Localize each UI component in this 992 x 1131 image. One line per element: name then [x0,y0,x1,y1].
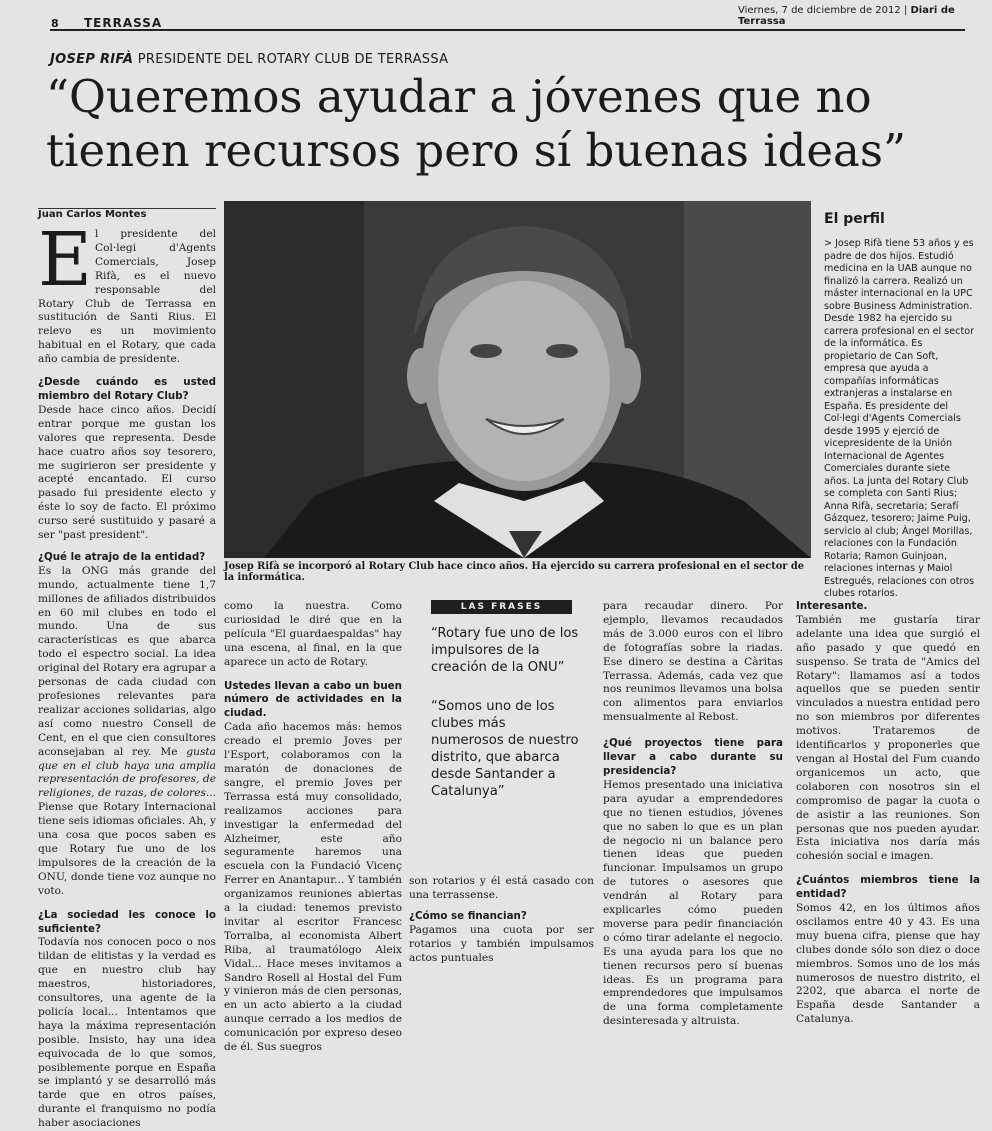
kicker-name: JOSEP RIFÀ [50,52,134,67]
answer-4-continued: son rotarios y él está casado con una terrassense. [409,875,594,901]
headline [46,70,976,178]
headline-line-1: “Queremos ayudar a jóvenes que no [46,70,872,123]
question-4: Ustedes llevan a cabo un buen número de actividades en la ciudad. [224,679,402,720]
question-1: ¿Desde cuándo es usted miembro del Rotary Club? [38,376,216,402]
question-6: ¿Qué proyectos tiene para llevar a cabo durante su presidencia? [603,737,783,777]
answer-5-continued: para recaudar dinero. Por ejemplo, llevamos recaudados más de 3.000 euros con el libro de fotografías sobre la riadas. Ese dinero se destina a Càritas Terrassa. Además, cada vez que nos reunimos llevamos una bolsa con alimentos para enviarlos mensualmente al Rebost. [603,600,783,724]
answer-6: Hemos presentado una iniciativa para ayudar a emprendedores que no tienen estudios, jóvenes que no saben lo que es un plan de negocio ni un balance pero tienen ideas que pueden funcionar. Impulsamos un grupo de tutores o asesores que vendrán al Rotary para explicarles cómo pueden moverse para pedir financiación o cómo tirar adelante el negocio. Es una ayuda para los que no tienen recursos pero sí buenas ideas. Es un programa para emprendedores que impulsamos de una forma completamente desinteresada y altruista. [603,778,783,1028]
column-3 [409,875,594,965]
answer-5: Pagamos una cuota por ser rotarios y también impulsamos actos puntuales [409,923,594,964]
answer-7: También me gustaría tirar adelante una idea que surgió el año pasado y que quedó en suspenso. Se trata de "Amics del Rotary": llamamos así a todos aquellos que se pueden sentir vinculados a nuestra entidad pero no son miembros por diferentes motivos. Trataremos de identificarlos y proponerles que vengan al Hostal del Fum cuando organicemos un acto, que colaboren con nosotros sin el compromiso de pagar la cuota o de asistir a las reuniones. Son personas que nos pueden ayudar. Esta iniciativa nos daría más cohesión social e imagen. [796,613,980,863]
photo-caption: Josep Rifà se incorporó al Rotary Club hace cinco años. Ha ejercido su carrera profesional en el sector de la informática. [224,561,804,583]
headline-line-2: tienen recursos pero sí buenas ideas” [46,124,906,177]
date-line: Viernes, 7 de diciembre de 2012 | Diari de Terrassa [738,5,955,27]
pull-quote-2: “Somos uno de los clubes más numerosos de nuestro distrito, que abarca desde Santander a Catalunya” [431,699,579,799]
question-2: ¿Qué le atrajo de la entidad? [38,550,206,563]
issue-date: Viernes, 7 de diciembre de 2012 [738,5,901,16]
newspaper-name: Diari de Terrassa [738,5,955,27]
answer-1: Desde hace cinco años. Decidí entrar porque me gustan los valores que representa. Desde hace cuatro años soy tesorero, me sugirieron ser presidente y acepté encantado. El curso pasado fui presidente electo y éste lo soy de facto. El próximo curso seré sustituido y pasaré a ser "past president". [38,403,216,542]
portrait-illustration [224,201,811,558]
quotes-label: LAS FRASES [431,600,572,614]
question-5: ¿Cómo se financian? [409,909,527,922]
answer-8: Somos 42, en los últimos años oscilamos entre 40 y 43. Es una muy buena cifra, piense que hay clubes donde sólo son diez o doce miembros. Somos uno de los más numerosos de nuestro distrito, el 2202, que abarca el norte de España desde Santander a Catalunya. [796,902,980,1026]
profile-title: El perfil [824,211,885,227]
column-1 [38,217,216,1131]
byline-rule [38,208,216,209]
column-5 [796,600,980,1027]
answer-2-part-2: gusta que en el club haya una amplia representación de profesores, de religiones, de razas, de colores... [38,745,216,800]
pull-quote-1: “Rotary fue uno de los impulsores de la creación de la ONU” [431,626,579,675]
lead-paragraph [38,217,216,367]
answer-4: Cada año hacemos más: hemos creado el premio Joves per l'Esport, colaboramos con la maratón de donaciones de sangre, el premio Joves per Terrassa está muy consolidado, realizamos acciones para investigar la enfermedad del Alzheimer, este año seguramente haremos una escuela con la Fundació Vicenç Ferrer en Anantapur... Y también organizamos reuniones abiertas a la ciudad: tenemos previsto invitar al escritor Francesc Torralba, al economista Albert Riba, al traumatólogo Aleix Vidal... Hace meses invitamos a Sandro Rosell al Hostal del Fum y vinieron más de cien personas, en un acto abierto a la ciudad aunque cerrado a los medios de comunicación por expreso deseo de él. Sus suegros [224,721,402,1054]
column-4 [603,600,783,1029]
answer-2-part-1: Es la ONG más grande del mundo, actualmente tiene 1,7 millones de afiliados distribuidos en 60 mil clubes en todo el mundo. Una de sus características es que abarca todo el espectro social. La idea original del Rotary era agrupar a personas de cada ciudad con profesiones relevantes para realizar acciones solidarias, algo así como nuestro Consell de Cent, en el que cien consultores aconsejaban al rey. Me [38,564,216,758]
answer-2 [38,565,216,899]
question-3: ¿La sociedad les conoce lo suficiente? [38,908,216,935]
byline: Juan Carlos Montes [38,209,147,220]
drop-cap: E [38,217,93,303]
question-8: ¿Cuántos miembros tiene la entidad? [796,874,980,901]
section-name: TERRASSA [84,16,163,30]
kicker [50,52,448,67]
lead-text: l presidente del Col·legi d'Agents Comercials, Josep Rifà, es el nuevo responsable del Rotary Club de Terrassa en sustitución de Santi Rius. El relevo es un movimiento habitual en el Rotary, que cada año cambia de presidente. [38,228,216,366]
answer-3: Todavía nos conocen poco o nos tildan de elitistas y la verdad es que en nuestro club hay maestros, historiadores, consultores, una agente de la policía local... Intentamos que haya la máxima representación posible. Insisto, hay una idea equivocada de lo que somos, posiblemente porque en España se implantó y se desarrolló más tarde que en otros países, durante el franquismo no podía haber asociaciones [38,936,216,1130]
kicker-role: PRESIDENTE DEL ROTARY CLUB DE TERRASSA [137,52,449,67]
answer-2-part-3: Piense que Rotary Internacional tiene seis idiomas oficiales. Ah, y una cosa que pocos saben es que Rotary fue uno de los impulsores de la creación de la ONU, donde tiene voz aunque no voto. [38,801,216,897]
answer-3-continued: como la nuestra. Como curiosidad le diré que en la película "El guardaespaldas" hay una escena, al final, en la que aparece un acto de Rotary. [224,600,402,668]
profile-text: > Josep Rifà tiene 53 años y es padre de dos hijos. Estudió medicina en la UAB aunque no finalizó la carrera. Realizó un máster internacional en la UPC sobre Business Administration. Desde 1982 ha ejercido su carrera profesional en el sector de la informática. Es propietario de Can Soft, empresa que ayuda a compañías informáticas extranjeras a instalarse en España. Es presidente del Col·legi d'Agents Comercials desde 1995 y ejerció de vicepresidente de la Unión Internacional de Agentes Comerciales durante siete años. La junta del Rotary Club se completa con Santi Rius; Anna Rifà, secretaria; Serafí Gázquez, tesorero; Jaime Puig, servicio al club; Àngel Morillas, relaciones con la Fundación Rotaria; Ramon Guinjoan, relaciones internas y Maiol Estregués, relaciones con otros clubes rotarios. [824,238,975,599]
column-2 [224,600,402,1055]
page-number: 8 [51,17,59,30]
question-7: Interesante. [796,600,868,612]
header-rule [50,29,965,31]
portrait-photo [224,201,811,558]
